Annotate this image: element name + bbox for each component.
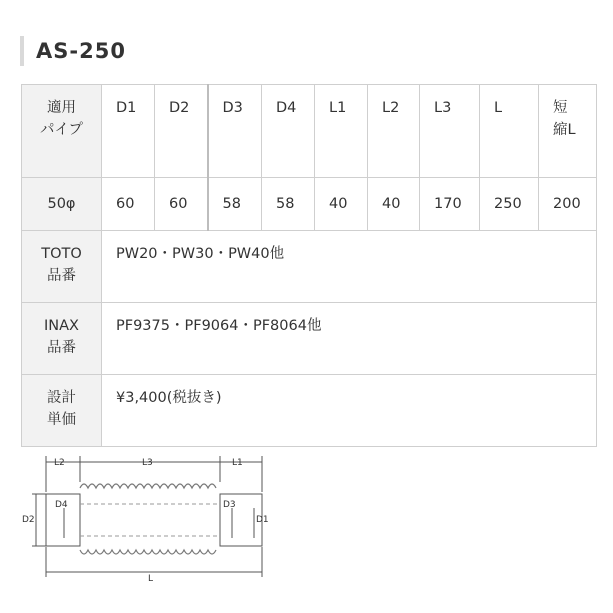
col-header-shortened-l: 短 縮L bbox=[539, 85, 597, 178]
toto-label: TOTO 品番 bbox=[22, 231, 102, 303]
value-d3: 58 bbox=[208, 178, 262, 231]
bellows-bottom bbox=[80, 550, 216, 554]
label-l: L bbox=[148, 574, 154, 584]
pipe-dimension-diagram bbox=[20, 452, 282, 584]
label-d4: D4 bbox=[55, 500, 68, 510]
col-header-l3: L3 bbox=[420, 85, 480, 178]
size-row bbox=[22, 178, 597, 231]
label-l2: L2 bbox=[54, 458, 65, 468]
value-d1: 60 bbox=[102, 178, 155, 231]
value-l3: 170 bbox=[420, 178, 480, 231]
value-shortened-l: 200 bbox=[539, 178, 597, 231]
spec-table bbox=[21, 84, 597, 447]
col-header-l2: L2 bbox=[368, 85, 420, 178]
value-l1: 40 bbox=[315, 178, 368, 231]
page-title: AS-250 bbox=[36, 39, 126, 63]
bellows-top bbox=[80, 484, 216, 488]
price-label: 設計 単価 bbox=[22, 375, 102, 447]
col-header-d3: D3 bbox=[208, 85, 262, 178]
inax-part-numbers: PF9375・PF9064・PF8064他 bbox=[102, 303, 597, 375]
toto-row bbox=[22, 231, 597, 303]
col-header-d4: D4 bbox=[262, 85, 315, 178]
inax-label: INAX 品番 bbox=[22, 303, 102, 375]
label-d3: D3 bbox=[223, 500, 236, 510]
value-l2: 40 bbox=[368, 178, 420, 231]
value-d4: 58 bbox=[262, 178, 315, 231]
label-d2: D2 bbox=[22, 515, 35, 525]
pipe-size-label: 50φ bbox=[22, 178, 102, 231]
page-title-block bbox=[20, 36, 126, 66]
design-unit-price: ¥3,400(税抜き) bbox=[102, 375, 597, 447]
inax-row bbox=[22, 303, 597, 375]
label-l3: L3 bbox=[142, 458, 153, 468]
price-row bbox=[22, 375, 597, 447]
value-d2: 60 bbox=[155, 178, 208, 231]
col-header-l: L bbox=[480, 85, 539, 178]
label-d1: D1 bbox=[256, 515, 269, 525]
label-l1: L1 bbox=[232, 458, 243, 468]
applicable-pipe-header: 適用 パイプ bbox=[22, 85, 102, 178]
header-row bbox=[22, 85, 597, 178]
title-accent-bar bbox=[20, 36, 24, 66]
col-header-l1: L1 bbox=[315, 85, 368, 178]
col-header-d1: D1 bbox=[102, 85, 155, 178]
col-header-d2: D2 bbox=[155, 85, 208, 178]
value-l: 250 bbox=[480, 178, 539, 231]
toto-part-numbers: PW20・PW30・PW40他 bbox=[102, 231, 597, 303]
